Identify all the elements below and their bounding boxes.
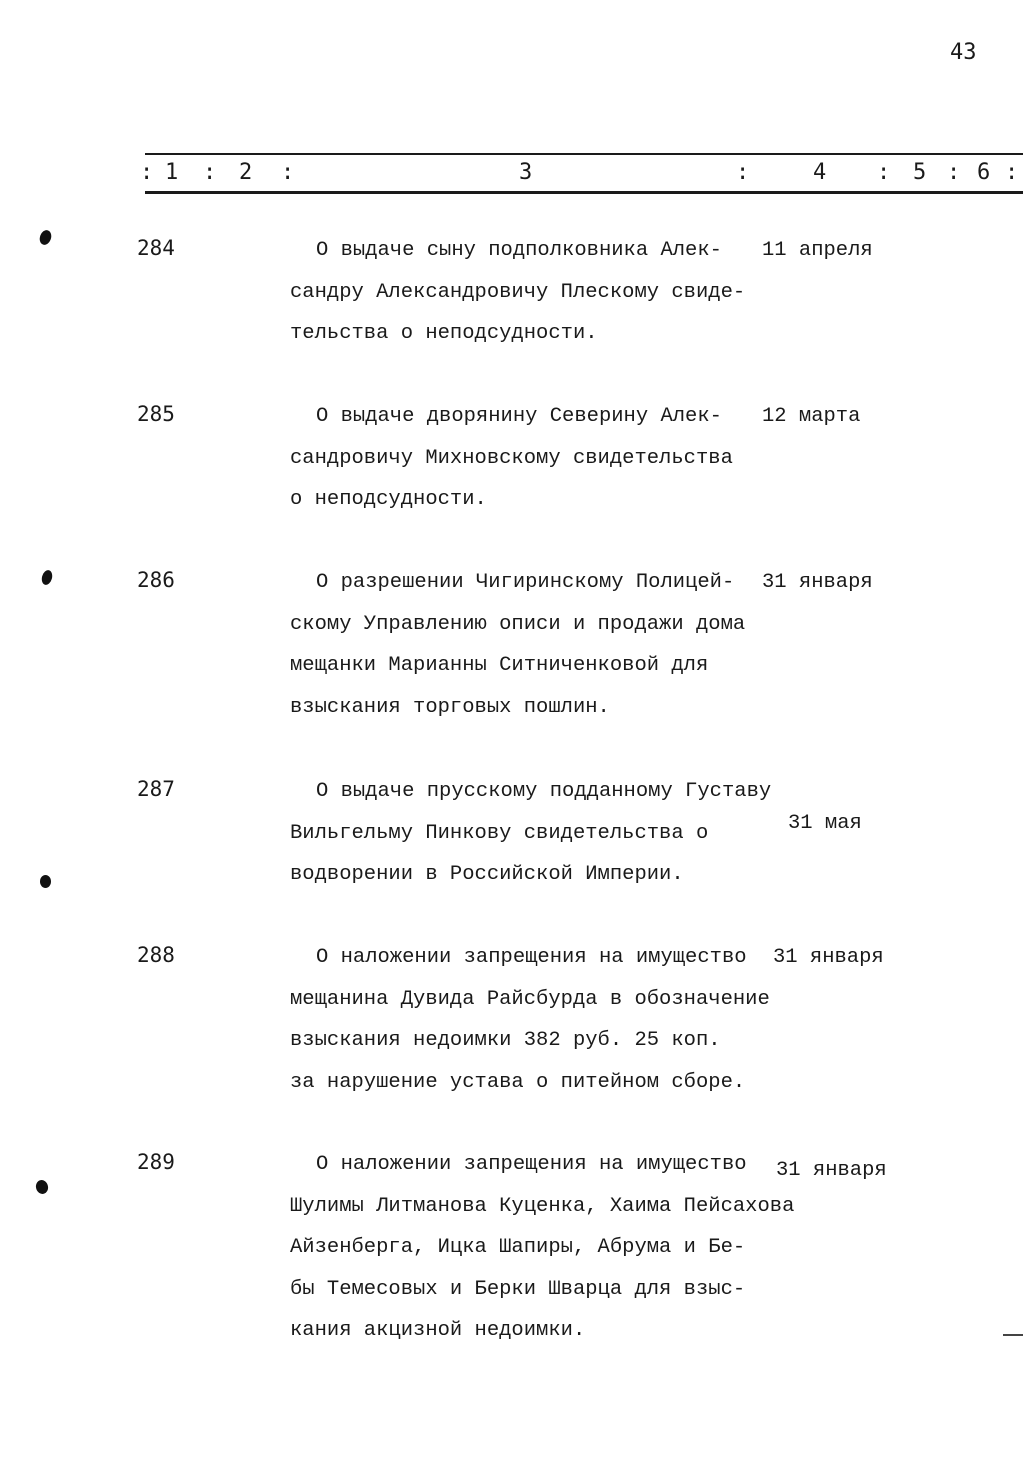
column-header-1: 1 [165, 160, 179, 185]
column-separator: : [877, 160, 891, 185]
entry-line: О наложении запрещения на имущество [316, 1153, 747, 1176]
entry-line: Айзенберга, Ицка Шапиры, Абрума и Бе- [290, 1236, 746, 1259]
entry-line: за нарушение устава о питейном сборе. [290, 1070, 746, 1094]
entry-line: мещанина Дувида Райсбурда в обозначение [290, 987, 770, 1011]
entry-number: 287 [137, 777, 175, 801]
column-header-2: 2 [239, 160, 253, 185]
entry-number: 285 [137, 402, 175, 426]
entry-line: Шулимы Литманова Куценка, Хаима Пейсахова [290, 1194, 795, 1218]
column-separator: : [281, 160, 295, 185]
entry-line: О выдаче прусскому подданному Густаву [316, 780, 772, 803]
entry-number: 284 [137, 236, 175, 260]
header-rule-bottom [145, 191, 1023, 194]
column-header-3: 3 [519, 160, 533, 185]
entry-line: О выдаче сыну подполковника Алек- [316, 239, 722, 262]
entry-line: сандру Александровичу Плескому свиде- [290, 280, 746, 304]
entry-description [290, 937, 770, 1103]
entry-line: взыскания недоимки 382 руб. 25 коп. [290, 1029, 721, 1052]
entry-line: о неподсудности. [290, 488, 487, 511]
entry-number: 286 [137, 568, 175, 592]
column-separator: : [947, 160, 961, 185]
entry-line: взыскания торговых пошлин. [290, 695, 610, 719]
entry-line: О разрешении Чигиринскому Полицей- [316, 571, 735, 594]
column-header-6: 6 [977, 160, 991, 185]
entry-number: 288 [137, 943, 175, 967]
column-separator: : [1005, 160, 1019, 185]
margin-mark [1003, 1334, 1023, 1336]
entry-line: бы Темесовых и Берки Шварца для взыс- [290, 1277, 746, 1301]
entry-date: 31 мая [788, 812, 862, 835]
ink-blot [40, 875, 51, 888]
entry-description [290, 562, 770, 728]
header-rule-top [145, 153, 1023, 155]
entry-line: О наложении запрещения на имущество [316, 946, 747, 969]
ink-blot [40, 569, 54, 586]
entry-date: 31 января [773, 946, 884, 969]
entry-date: 12 марта [762, 405, 861, 428]
entry-line: сандровичу Михновскому свидетельства [290, 446, 733, 470]
entry-description [290, 1144, 795, 1352]
entry-date: 31 января [776, 1159, 887, 1182]
column-separator: : [203, 160, 217, 185]
column-separator: : [736, 160, 750, 185]
entry-line: скому Управлению описи и продажи дома [290, 612, 746, 636]
page-number: 43 [950, 40, 977, 65]
entry-line: тельства о неподсудности. [290, 322, 598, 345]
entry-line: кания акцизной недоимки. [290, 1319, 586, 1342]
entry-description [290, 396, 770, 521]
entry-line: водворении в Российской Империи. [290, 863, 684, 886]
entry-description [290, 230, 770, 355]
column-header-5: 5 [913, 160, 927, 185]
entry-line: О выдаче дворянину Северину Алек- [316, 405, 722, 428]
ink-blot [38, 229, 53, 247]
entry-line: мещанки Марианны Ситниченковой для [290, 654, 709, 677]
ink-blot [34, 1179, 49, 1196]
entry-number: 289 [137, 1150, 175, 1174]
entry-description [290, 771, 770, 896]
column-separator: : [140, 160, 154, 185]
entry-date: 11 апреля [762, 239, 873, 262]
entry-date: 31 января [762, 571, 873, 594]
column-header-4: 4 [813, 160, 827, 185]
entry-line: Вильгельму Пинкову свидетельства о [290, 821, 709, 845]
